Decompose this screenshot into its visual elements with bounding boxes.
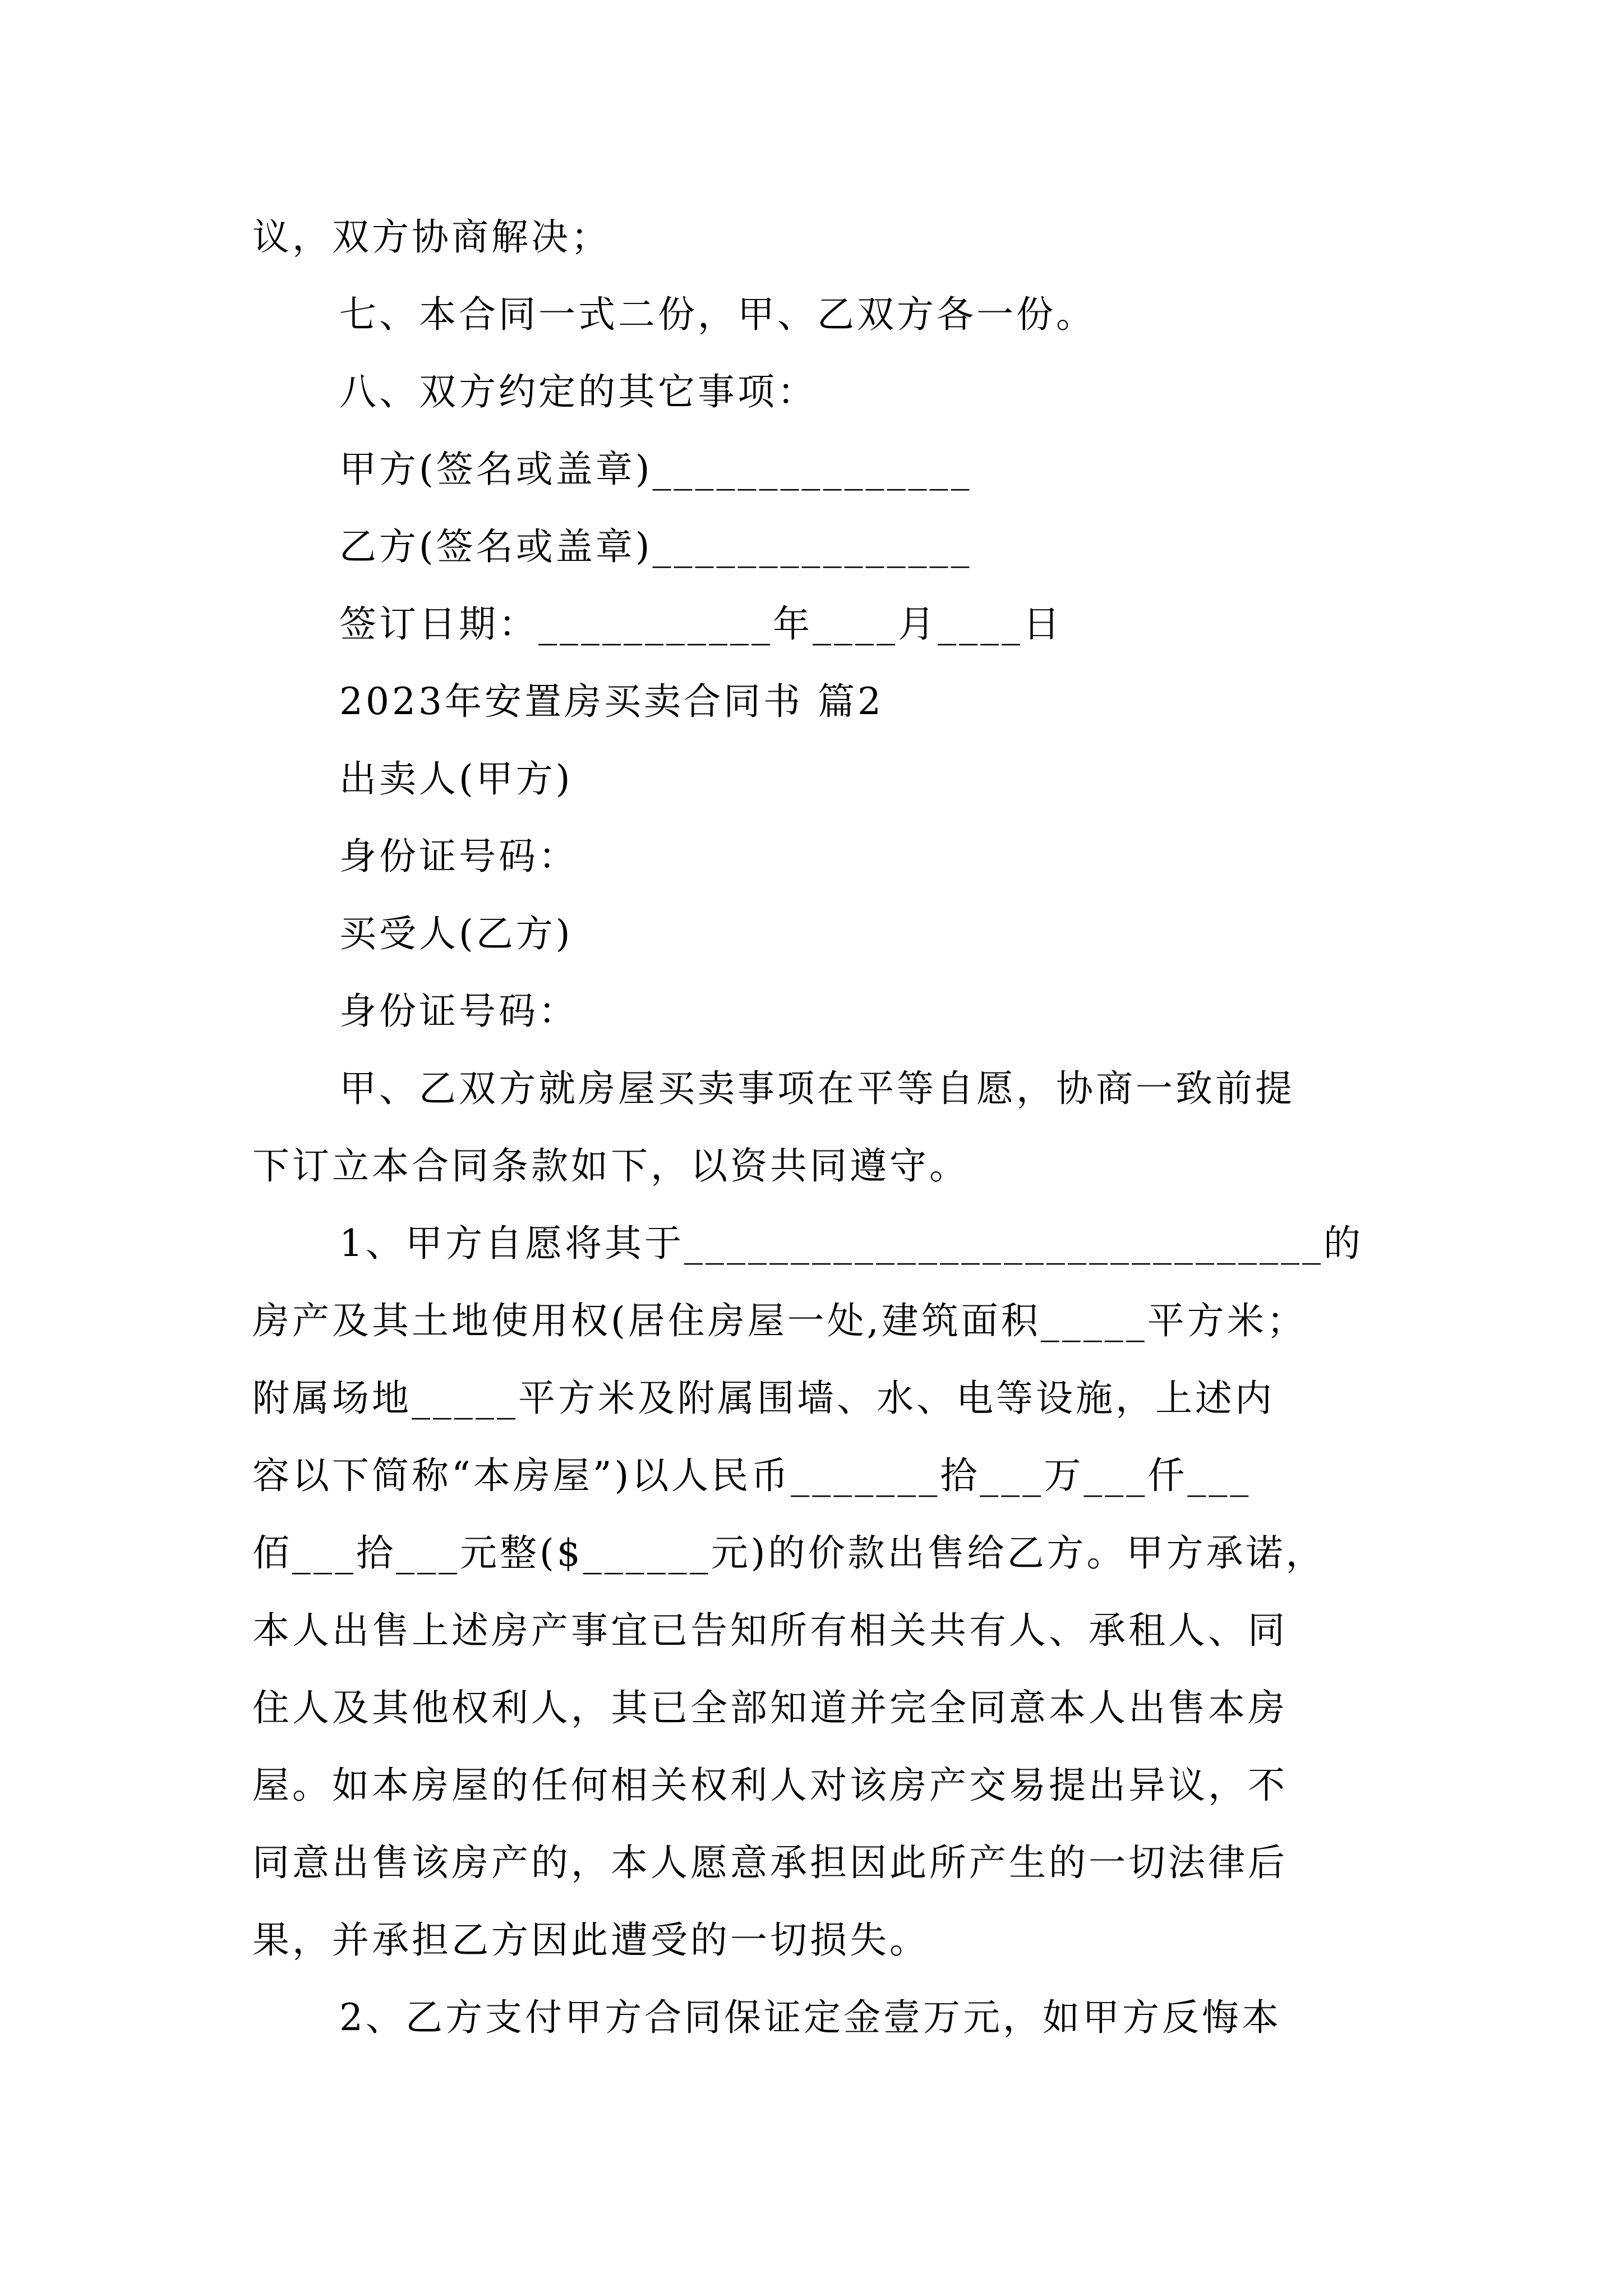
paragraph-line: 甲、乙双方就房屋买卖事项在平等自愿，协商一致前提 (339, 1067, 1295, 1110)
paragraph-line: 下订立本合同条款如下，以资共同遵守。 (252, 1144, 969, 1188)
buyer-label: 买受人(乙方) (339, 912, 573, 955)
buyer-id-label: 身份证号码： (339, 990, 578, 1033)
paragraph-line: 房产及其土地使用权(居住房屋一处,建筑面积_____平方米； (252, 1299, 1307, 1342)
paragraph-line: 容以下简称“本房屋”)以人民币_______拾___万___仟___ (252, 1454, 1252, 1497)
sign-date: 签订日期：___________年____月____日 (339, 602, 1063, 646)
paragraph-line: 果，并承担乙方因此遭受的一切损失。 (252, 1918, 929, 1962)
seller-id-label: 身份证号码： (339, 835, 578, 878)
paragraph-line: 佰___拾___元整($______元)的价款出售给乙方。甲方承诺， (252, 1531, 1326, 1575)
paragraph-line: 本人出售上述房产事宜已告知所有相关共有人、承租人、同 (252, 1609, 1288, 1652)
clause-two-line: 2、乙方支付甲方合同保证定金壹万元，如甲方反悔本 (339, 1996, 1281, 2039)
paragraph-line: 住人及其他权利人，其已全部知道并完全同意本人出售本房 (252, 1686, 1288, 1729)
paragraph-line: 屋。如本房屋的任何相关权利人对该房产交易提出异议，不 (252, 1764, 1288, 1807)
clause-seven: 七、本合同一式二份，甲、乙双方各一份。 (339, 293, 1096, 336)
clause-one-line: 1、甲方自愿将其于______________________________的 (339, 1222, 1363, 1265)
clause-eight: 八、双方约定的其它事项： (339, 370, 817, 413)
party-b-signature: 乙方(签名或盖章)_______________ (339, 525, 972, 568)
paragraph-line: 同意出售该房产的，本人愿意承担因此所产生的一切法律后 (252, 1841, 1288, 1884)
section-title: 2023年安置房买卖合同书 篇2 (339, 680, 884, 723)
text-line: 议，双方协商解决； (252, 215, 611, 259)
seller-label: 出卖人(甲方) (339, 757, 573, 800)
paragraph-line: 附属场地_____平方米及附属围墙、水、电等设施，上述内 (252, 1377, 1275, 1420)
party-a-signature: 甲方(签名或盖章)_______________ (339, 448, 972, 491)
